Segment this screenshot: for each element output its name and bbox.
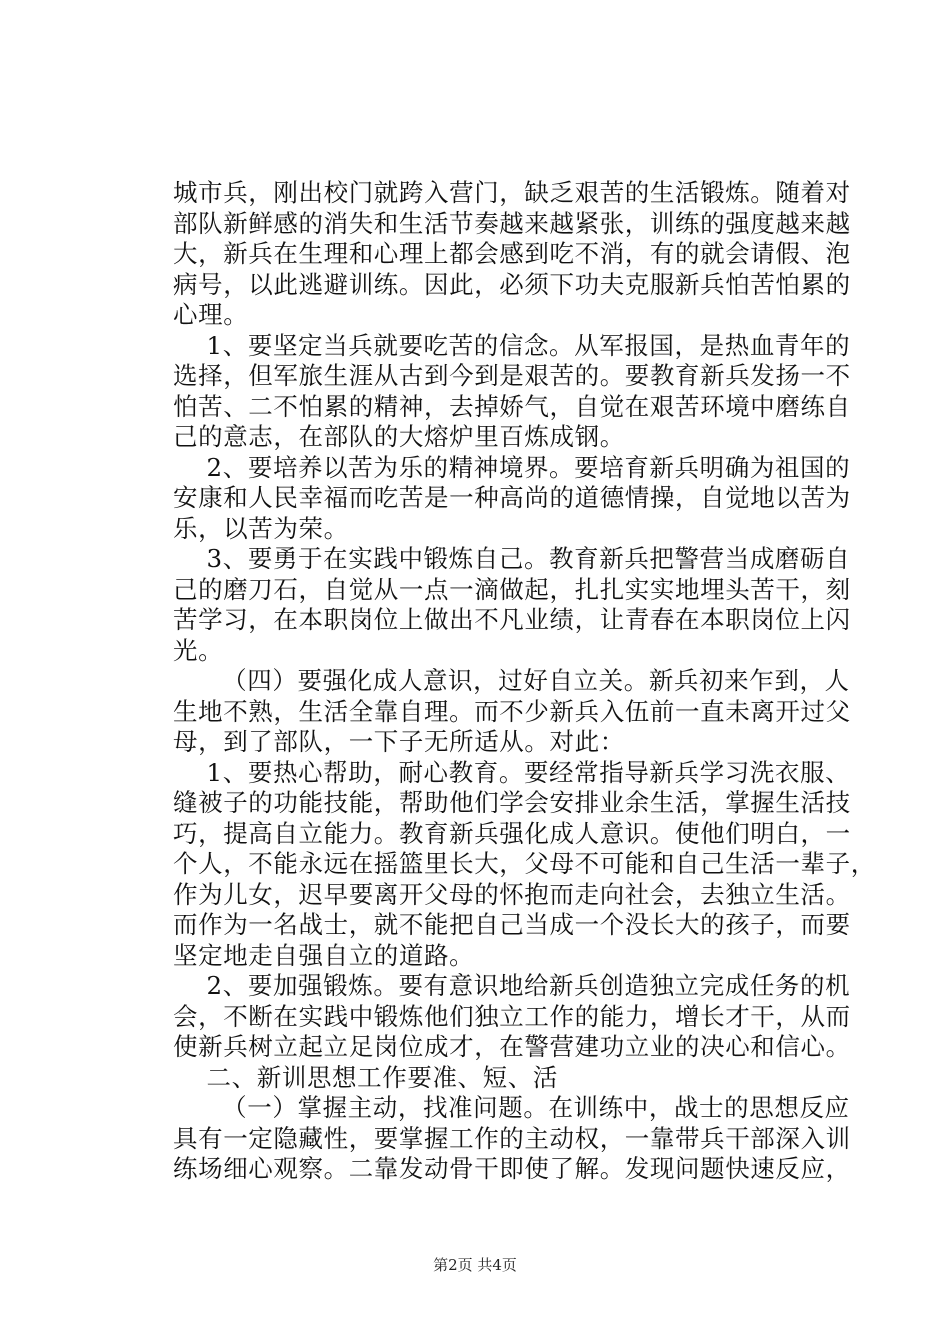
text-line: 巧，提高自立能力。教育新兵强化成人意识。使他们明白，一 <box>173 818 851 848</box>
text-line: 部队新鲜感的消失和生活节奏越来越紧张，训练的强度越来越 <box>173 208 851 238</box>
text-line: 苦学习，在本职岗位上做出不凡业绩，让青春在本职岗位上闪 <box>173 605 851 634</box>
text-line: 乐，以苦为荣。 <box>173 513 349 543</box>
text-line: 缝被子的功能技能，帮助他们学会安排业余生活，掌握生活技 <box>173 788 851 817</box>
text-line: 光。 <box>173 635 224 665</box>
page-footer: 第2页 共4页 <box>433 1256 517 1274</box>
text-line: 城市兵，刚出校门就跨入营门，缺乏艰苦的生活锻炼。随着对 <box>173 178 851 207</box>
text-line: 选择，但军旅生涯从古到今到是艰苦的。要教育新兵发扬一不 <box>173 361 851 390</box>
text-line: 安康和人民幸福而吃苦是一种高尚的道德情操，自觉地以苦为 <box>173 483 851 512</box>
text-line: 具有一定隐藏性，要掌握工作的主动权，一靠带兵干部深入训 <box>173 1123 851 1153</box>
text-line: 2、要加强锻炼。要有意识地给新兵创造独立完成任务的机 <box>173 971 851 1000</box>
text-line: 1、要热心帮助，耐心教育。要经常指导新兵学习洗衣服、 <box>173 757 851 787</box>
text-line: 个人，不能永远在摇篮里长大，父母不可能和自己生活一辈子， <box>173 849 876 878</box>
text-line: 己的意志，在部队的大熔炉里百炼成钢。 <box>173 422 625 451</box>
text-line: 坚定地走自强自立的道路。 <box>173 940 475 970</box>
text-line: 生地不熟，生活全靠自理。而不少新兵入伍前一直未离开过父 <box>173 696 851 726</box>
text-line: 大，新兵在生理和心理上都会感到吃不消，有的就会请假、泡 <box>173 239 851 268</box>
text-line: 会，不断在实践中锻炼他们独立工作的能力，增长才干，从而 <box>173 1001 851 1031</box>
text-line: 母，到了部队，一下子无所适从。对此： <box>173 727 625 756</box>
text-line: 病号，以此逃避训练。因此，必须下功夫克服新兵怕苦怕累的 <box>173 269 851 299</box>
text-line: 二、新训思想工作要准、短、活 <box>173 1062 558 1092</box>
text-line: 而作为一名战士，就不能把自己当成一个没长大的孩子，而要 <box>173 910 851 939</box>
text-line: 心理。 <box>173 300 249 329</box>
text-line: 怕苦、二不怕累的精神，去掉娇气，自觉在艰苦环境中磨练自 <box>173 391 851 421</box>
text-line: 1、要坚定当兵就要吃苦的信念。从军报国，是热血青年的 <box>173 330 851 360</box>
text-line: 己的磨刀石，自觉从一点一滴做起，扎扎实实地埋头苦干，刻 <box>173 574 851 604</box>
text-line: （四）要强化成人意识，过好自立关。新兵初来乍到，人 <box>197 666 850 695</box>
text-line: 2、要培养以苦为乐的精神境界。要培育新兵明确为祖国的 <box>173 452 851 482</box>
text-line: （一）掌握主动，找准问题。在训练中，战士的思想反应 <box>197 1093 850 1122</box>
text-line: 作为儿女，迟早要离开父母的怀抱而走向社会，去独立生活。 <box>173 879 851 909</box>
text-line: 练场细心观察。二靠发动骨干即使了解。发现问题快速反应， <box>173 1154 851 1183</box>
text-line: 使新兵树立起立足岗位成才，在警营建功立业的决心和信心。 <box>173 1032 851 1061</box>
text-line: 3、要勇于在实践中锻炼自己。教育新兵把警营当成磨砺自 <box>173 544 851 573</box>
document-body <box>173 178 876 1185</box>
